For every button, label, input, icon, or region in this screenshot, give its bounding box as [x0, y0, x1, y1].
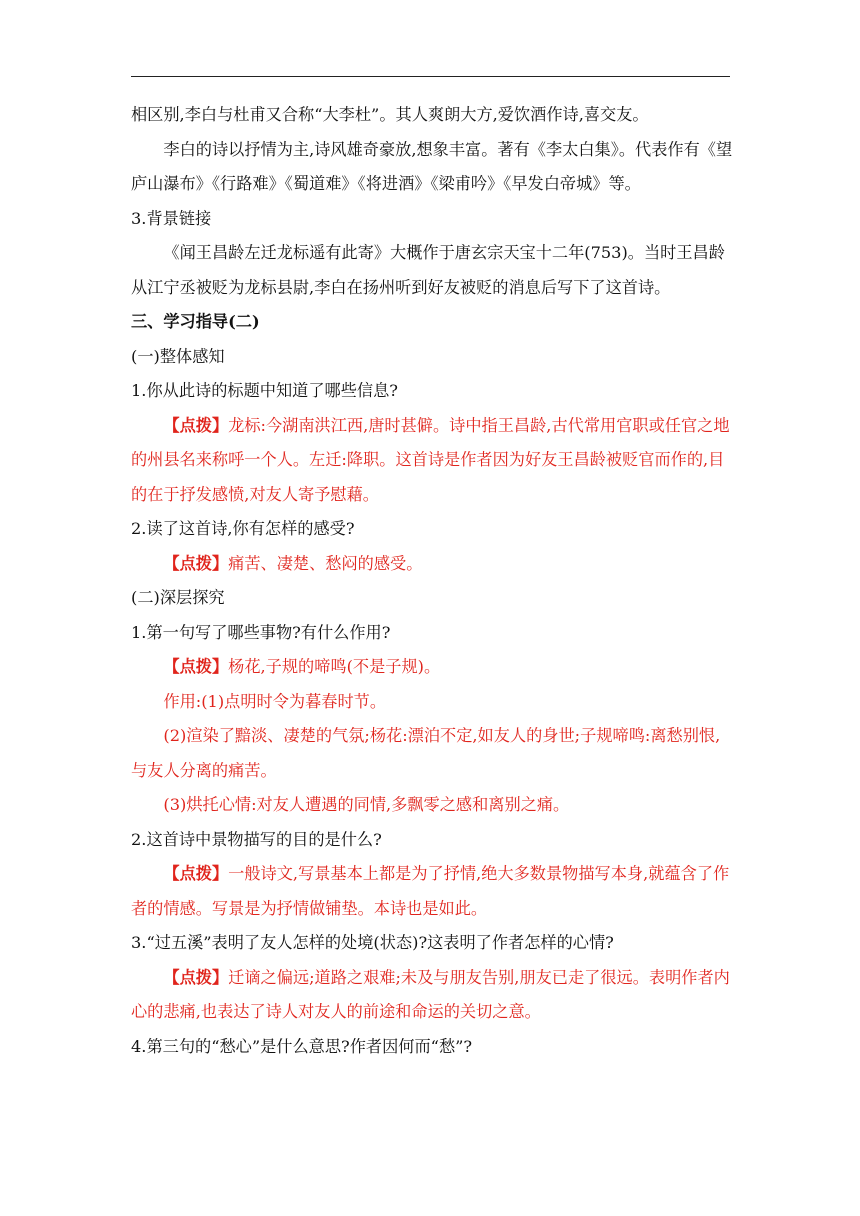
hint-tag: 【点拨】	[163, 415, 229, 435]
paragraph-background: 《闻王昌龄左迁龙标遥有此寄》大概作于唐玄宗天宝十二年(753)。当时王昌龄从江宁丞被贬为龙标县尉,李白在扬州听到好友被贬的消息后写下了这首诗。	[131, 243, 725, 297]
paragraph-li-bai-intro: 相区别,李白与杜甫又合称“大李杜”。其人爽朗大方,爱饮酒作诗,喜交友。	[131, 105, 649, 124]
hint-tag: 【点拨】	[163, 864, 229, 883]
subheading-deep-inquiry: (二)深层探究	[131, 588, 225, 607]
hint-tag: 【点拨】	[163, 657, 229, 676]
answer-2-text: 痛苦、凄楚、愁闷的感受。	[228, 553, 423, 573]
answer-4	[131, 857, 735, 926]
section-heading-study-guide: 三、学习指导(二)	[131, 312, 260, 331]
answer-2	[131, 547, 735, 582]
answer-3-function-3: (3)烘托心情:对友人遭遇的同情,多飘零之感和离别之痛。	[163, 795, 570, 814]
hint-tag: 【点拨】	[163, 553, 229, 573]
answer-3-text: 杨花,子规的啼鸣(不是子规)。	[228, 657, 441, 676]
header-rule	[131, 76, 730, 77]
heading-background: 3.背景链接	[131, 208, 212, 228]
question-2: 2.读了这首诗,你有怎样的感受?	[131, 519, 355, 538]
question-6: 4.第三句的“愁心”是什么意思?作者因何而“愁”?	[131, 1036, 473, 1056]
document-body	[131, 98, 735, 1064]
answer-3-function-1: 作用:(1)点明时令为暮春时节。	[163, 691, 387, 711]
question-3: 1.第一句写了哪些事物?有什么作用?	[131, 622, 391, 642]
question-5: 3.“过五溪”表明了友人怎样的处境(状态)?这表明了作者怎样的心情?	[131, 933, 614, 952]
question-1: 1.你从此诗的标题中知道了哪些信息?	[131, 381, 398, 400]
answer-3-function-2: (2)渲染了黯淡、凄楚的气氛;杨花:漂泊不定,如友人的身世;子规啼鸣:离愁别恨,与友人分离的痛苦。	[131, 726, 721, 780]
answer-5	[131, 961, 735, 1030]
question-4: 2.这首诗中景物描写的目的是什么?	[131, 829, 382, 849]
hint-tag: 【点拨】	[163, 967, 229, 987]
answer-4-text: 一般诗文,写景基本上都是为了抒情,绝大多数景物描写本身,就蕴含了作者的情感。写景是为抒情做铺垫。本诗也是如此。	[131, 864, 730, 918]
answer-5-text: 迁谪之偏远;道路之艰难;未及与朋友告别,朋友已走了很远。表明作者内心的悲痛,也表达了诗人对友人的前途和命运的关切之意。	[131, 967, 730, 1021]
paragraph-li-bai-poetry: 李白的诗以抒情为主,诗风雄奇豪放,想象丰富。著有《李太白集》。代表作有《望庐山瀑布》《行路难》《蜀道难》《将进酒》《梁甫吟》《早发白帝城》等。	[131, 139, 733, 193]
answer-3	[131, 650, 735, 685]
answer-1	[131, 409, 735, 513]
answer-1-text: 龙标:今湖南洪江西,唐时甚僻。诗中指王昌龄,古代常用官职或任官之地的州县名来称呼一个人。左迁:降职。这首诗是作者因为好友王昌龄被贬官而作的,目的在于抒发感愤,对友人寄予慰藉。	[131, 415, 730, 504]
subheading-overall-perception: (一)整体感知	[131, 346, 225, 366]
